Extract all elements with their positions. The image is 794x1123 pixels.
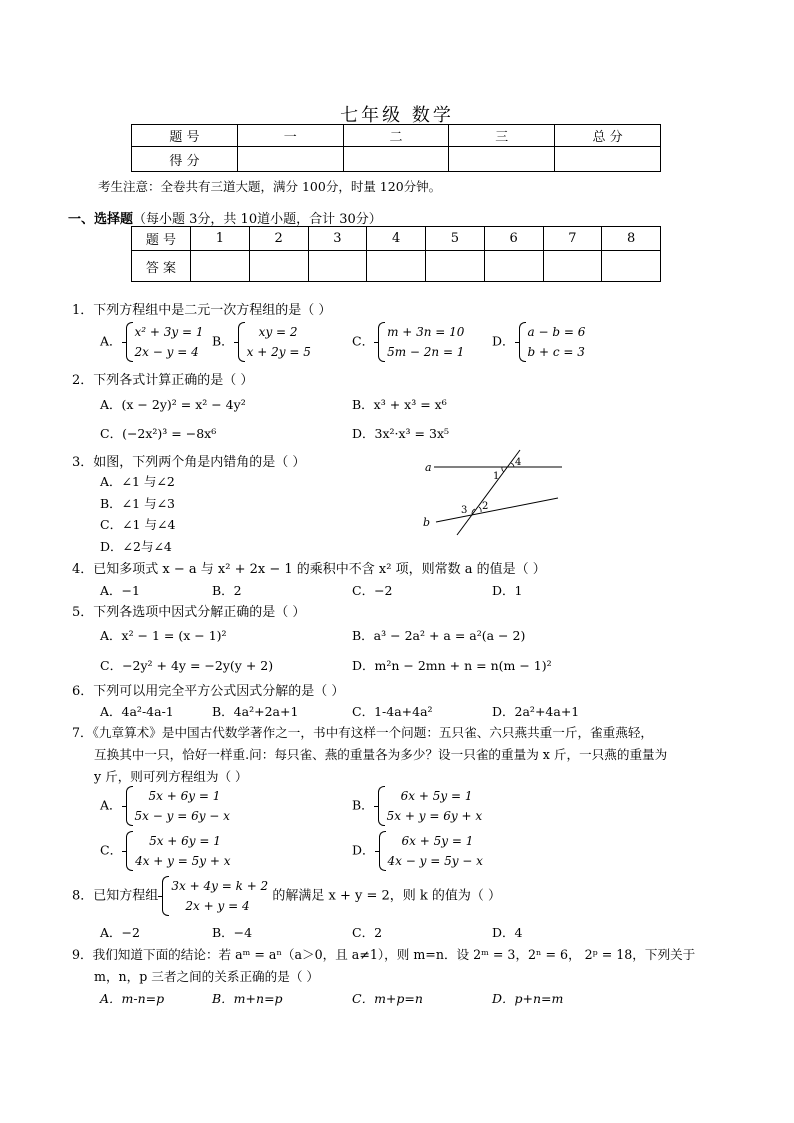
q9-option-d: D．p+n=m (492, 991, 564, 1006)
q7-option-d (352, 831, 483, 871)
q4-option-c: C．−2 (352, 583, 393, 598)
q3-option-a: A．∠1 与∠2 (100, 474, 175, 489)
q3-option-d: D．∠2与∠4 (100, 539, 172, 554)
option-label: D． (492, 333, 515, 349)
q2-option-c: C．(−2x²)³ = −8x⁶ (100, 426, 217, 441)
answer-table-cell: 1 (191, 227, 250, 251)
angle-4-arc (511, 463, 514, 467)
angle-2-arc (479, 507, 481, 512)
equation-system (238, 322, 311, 362)
equation-line: 5x + y = 6y + x (386, 809, 483, 823)
score-input-cell[interactable] (555, 147, 661, 172)
q7-option-a (100, 786, 230, 826)
equation-line: x + 2y = 5 (246, 345, 311, 359)
equation-line: 2x − y = 4 (134, 345, 199, 359)
page-title: 七年级 数学 (340, 105, 454, 126)
equation-line: 6x + 5y = 1 (401, 834, 474, 848)
equation-line: 2x + y = 4 (185, 899, 250, 913)
question-7-line-3: y 斤，则可列方程组为（ ） (94, 769, 248, 784)
equation-line: m + 3n = 10 (387, 325, 465, 339)
q5-option-d: D．m²n − 2mn + n = n(m − 1)² (352, 658, 552, 673)
q4-option-d: D．1 (492, 583, 523, 598)
answer-table-cell: 7 (543, 227, 602, 251)
q4-option-b: B．2 (212, 583, 242, 598)
score-table-cell: 得 分 (132, 147, 238, 172)
option-label: D． (352, 842, 375, 858)
q8-stem-post: 的解满足 x + y = 2，则 k 的值为（ ） (272, 888, 502, 904)
q8-option-c: C．2 (352, 925, 383, 940)
score-table-cell: 三 (449, 125, 555, 147)
answer-input-cell[interactable] (249, 251, 308, 282)
angle-1-arc (502, 467, 504, 472)
q2-option-b: B．x³ + x³ = x⁶ (352, 397, 447, 412)
answer-input-cell[interactable] (484, 251, 543, 282)
answer-table-cell: 8 (602, 227, 661, 251)
q8-stem-pre: 8．已知方程组 (72, 888, 159, 904)
question-9-line-1: 9．我们知道下面的结论：若 aᵐ = aⁿ（a＞0，且 a≠1），则 m=n．设 2ᵐ = 3，2ⁿ = 6， 2ᵖ = 18，下列关于 (72, 947, 696, 962)
angle-label-2: 2 (482, 501, 489, 512)
q3-option-b: B．∠1 与∠3 (100, 496, 176, 511)
score-table-cell: 一 (237, 125, 343, 147)
equation-system (519, 322, 586, 362)
q7-option-b (352, 786, 482, 826)
equation-line: x² + 3y = 1 (134, 325, 204, 339)
score-table-cell: 二 (343, 125, 449, 147)
question-3-stem: 3．如图，下列两个角是内错角的是（ ） (72, 455, 306, 470)
line-b (436, 498, 558, 522)
question-6-stem: 6．下列可以用完全平方公式因式分解的是（ ） (72, 684, 345, 699)
section1-header (68, 208, 382, 227)
question-9-line-2: m，n，p 三者之间的关系正确的是（ ） (94, 969, 320, 984)
question-5-stem: 5．下列各选项中因式分解正确的是（ ） (72, 605, 306, 620)
equation-line: a − b = 6 (527, 325, 586, 339)
q2-option-d: D．3x²·x³ = 3x⁵ (352, 426, 450, 441)
q3-figure (420, 445, 570, 540)
equation-system (126, 831, 230, 871)
q1-option-b (212, 322, 311, 362)
equation-line: xy = 2 (258, 325, 298, 339)
equation-system (378, 786, 482, 826)
answer-input-cell[interactable] (426, 251, 485, 282)
label-a: a (425, 461, 432, 474)
q1-option-c (352, 322, 464, 362)
question-8-stem (72, 876, 501, 916)
q8-option-d: D．4 (492, 925, 523, 940)
q4-option-a: A．−1 (100, 583, 140, 598)
answer-table-cell: 3 (308, 227, 367, 251)
equation-system (162, 876, 268, 916)
question-1-stem: 1．下列方程组中是二元一次方程组的是（ ） (72, 303, 332, 318)
angle-label-1: 1 (493, 471, 500, 482)
q6-option-c: C．1-4a+4a² (352, 704, 433, 719)
q2-option-a: A．(x − 2y)² = x² − 4y² (100, 397, 246, 412)
answer-table (131, 226, 661, 282)
angle-label-3: 3 (461, 505, 468, 516)
q1-option-d (492, 322, 585, 362)
q5-option-b: B．a³ − 2a² + a = a²(a − 2) (352, 628, 526, 643)
q5-option-a: A．x² − 1 = (x − 1)² (100, 628, 227, 643)
question-4-stem: 4．已知多项式 x − a 与 x² + 2x − 1 的乘积中不含 x² 项，则常数 a 的值是（ ） (72, 562, 546, 577)
option-label: A． (100, 333, 122, 349)
equation-line: 4x + y = 5y + x (135, 854, 231, 868)
answer-input-cell[interactable] (367, 251, 426, 282)
equation-line: 4x − y = 5y − x (387, 854, 483, 868)
score-input-cell[interactable] (237, 147, 343, 172)
q1-option-a (100, 322, 204, 362)
equation-line: 5m − 2n = 1 (387, 345, 465, 359)
score-table-cell: 题 号 (132, 125, 238, 147)
answer-table-cell: 6 (484, 227, 543, 251)
score-input-cell[interactable] (343, 147, 449, 172)
equation-system (126, 786, 230, 826)
answer-input-cell[interactable] (543, 251, 602, 282)
equation-system (379, 831, 483, 871)
section1-note: （每小题 3分，共 10道小题，合计 30分） (133, 212, 382, 227)
question-2-stem: 2．下列各式计算正确的是（ ） (72, 373, 254, 388)
angle-label-4: 4 (515, 457, 522, 468)
answer-table-cell: 4 (367, 227, 426, 251)
question-7-line-2: 互换其中一只，恰好一样重.问：每只雀、燕的重量各为多少？设一只雀的重量为 x 斤，一只燕的重量为 (94, 747, 668, 762)
answer-input-cell[interactable] (602, 251, 661, 282)
q6-option-b: B．4a²+2a+1 (212, 704, 299, 719)
q3-option-c: C．∠1 与∠4 (100, 517, 176, 532)
q8-option-b: B．−4 (212, 925, 253, 940)
q7-option-c (100, 831, 230, 871)
option-label: A． (100, 797, 122, 813)
equation-system (378, 322, 464, 362)
transversal-line (457, 450, 520, 535)
q6-option-a: A．4a²-4a-1 (100, 704, 174, 719)
equation-line: b + c = 3 (527, 345, 585, 359)
answer-table-cell: 题 号 (132, 227, 191, 251)
q9-option-c: C．m+p=n (352, 991, 423, 1006)
answer-input-cell[interactable] (308, 251, 367, 282)
section1-heading: 一、选择题 (68, 212, 134, 227)
answer-table-cell: 答 案 (132, 251, 191, 282)
q9-option-a: A．m-n=p (100, 991, 165, 1006)
score-table-cell: 总 分 (555, 125, 661, 147)
answer-table-cell: 2 (249, 227, 308, 251)
option-label: B． (212, 333, 234, 349)
equation-line: 3x + 4y = k + 2 (171, 879, 269, 893)
score-input-cell[interactable] (449, 147, 555, 172)
q6-option-d: D．2a²+4a+1 (492, 704, 580, 719)
label-b: b (423, 516, 431, 529)
option-label: B． (352, 797, 374, 813)
q9-option-b: B．m+n=p (212, 991, 283, 1006)
equation-system (126, 322, 204, 362)
option-label: C． (352, 333, 375, 349)
exam-notice: 考生注意：全卷共有三道大题，满分 100分，时量 120分钟。 (98, 179, 442, 194)
equation-line: 5x + 6y = 1 (149, 834, 221, 848)
q8-option-a: A．−2 (100, 925, 140, 940)
score-table (131, 124, 661, 172)
option-label: C． (100, 842, 123, 858)
equation-line: 5x + 6y = 1 (148, 789, 221, 803)
equation-line: 5x − y = 6y − x (134, 809, 230, 823)
question-7-line-1: 7．《九章算术》是中国古代数学著作之一，书中有这样一个问题：五只雀、六只燕共重一斤，雀重燕轻， (72, 725, 654, 740)
answer-input-cell[interactable] (191, 251, 250, 282)
equation-line: 6x + 5y = 1 (400, 789, 473, 803)
q5-option-c: C．−2y² + 4y = −2y(y + 2) (100, 658, 274, 673)
answer-table-cell: 5 (426, 227, 485, 251)
